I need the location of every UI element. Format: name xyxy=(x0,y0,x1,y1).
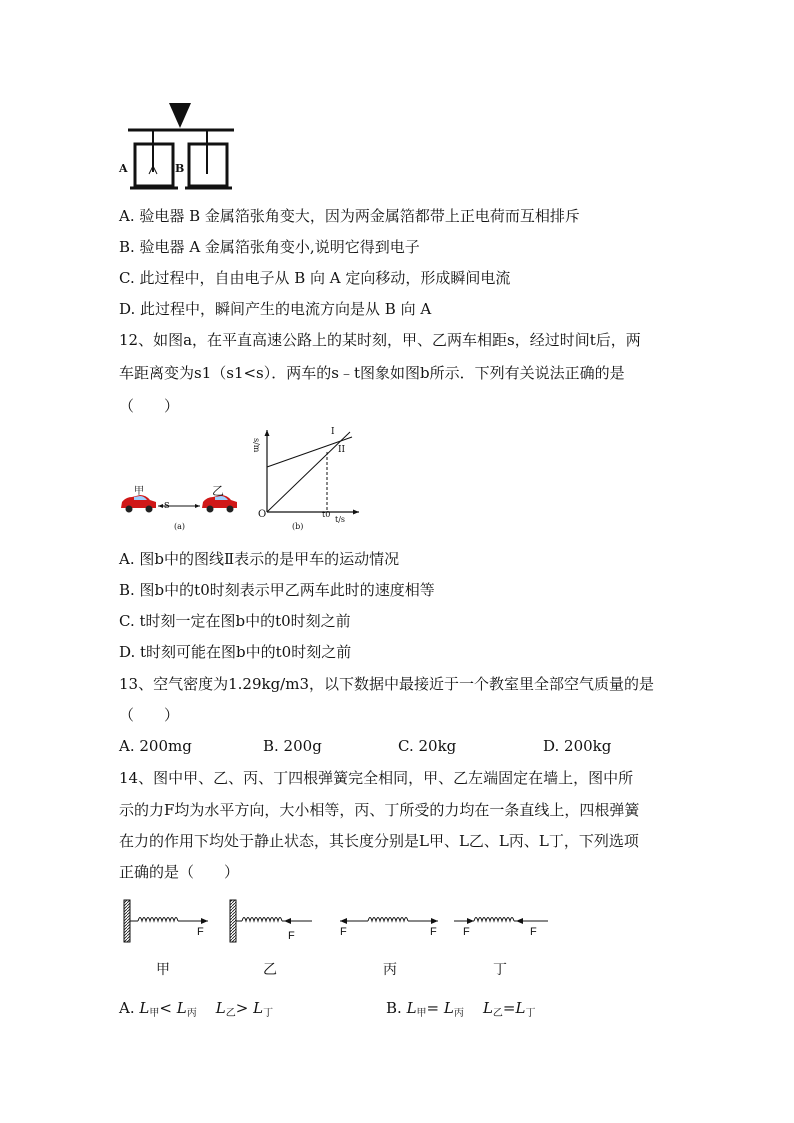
car-jia-icon xyxy=(121,495,156,513)
q12-stem-2: 车距离变为s1（s1<s）．两车的s﹣t图象如图b所示．下列有关说法正确的是 xyxy=(119,364,625,382)
q12-option-a: A. 图b中的图线Ⅱ表示的是甲车的运动情况 xyxy=(119,550,400,568)
t0-label: t0 xyxy=(322,510,331,519)
fig-b-caption: (b) xyxy=(292,522,304,531)
q11-option-d: D. 此过程中，瞬间产生的电流方向是从 B 向 A xyxy=(119,300,432,318)
force-label-ding-left: F xyxy=(463,926,470,938)
st-graph xyxy=(255,426,365,526)
x-axis-label: t/s xyxy=(335,515,346,524)
caption-ding: 丁 xyxy=(493,962,507,978)
y-axis-label: s/m xyxy=(252,438,261,453)
electroscope-figure xyxy=(118,100,238,196)
car-yi-label: 乙 xyxy=(212,484,225,498)
q14-option-b: B. $L_甲= L_丙$ $L_乙=L_丁$ xyxy=(386,999,536,1019)
line-1-label: I xyxy=(331,427,335,437)
q14-stem-2: 示的力F均为水平方向，大小相等，丙、丁所受的力均在一条直线上，四根弹簧 xyxy=(119,801,640,819)
fig-a-caption: (a) xyxy=(174,522,186,531)
q11-option-c: C. 此过程中，自由电子从 B 向 A 定向移动，形成瞬间电流 xyxy=(119,269,511,287)
q14-stem-3: 在力的作用下均处于静止状态，其长度分别是L甲、L乙、L丙、L丁，下列选项 xyxy=(119,832,639,850)
force-label-ding-right: F xyxy=(530,926,537,938)
q13-option-d: D. 200kg xyxy=(543,737,612,755)
force-label-bing-right: F xyxy=(430,926,437,938)
q11-option-b: B. 验电器 A 金属箔张角变小,说明它得到电子 xyxy=(119,238,420,256)
q13-stem-2: （ ） xyxy=(119,706,180,724)
q13-stem-1: 13、空气密度为1.29kg/m3，以下数据中最接近于一个教室里全部空气质量的是 xyxy=(119,675,655,693)
force-label-jia: F xyxy=(197,926,204,938)
q12-option-c: C. t时刻一定在图b中的t0时刻之前 xyxy=(119,612,351,630)
force-label-bing-left: F xyxy=(340,926,347,938)
q14-stem-4: 正确的是（ ） xyxy=(119,863,240,881)
q13-option-b: B. 200g xyxy=(263,737,322,755)
electroscope-b-label: B xyxy=(175,162,185,175)
q12-option-b: B. 图b中的t0时刻表示甲乙两车此时的速度相等 xyxy=(119,581,435,599)
force-label-yi: F xyxy=(288,930,295,942)
q13-option-c: C. 20kg xyxy=(398,737,457,755)
origin-label: O xyxy=(258,509,267,520)
q12-option-d: D. t时刻可能在图b中的t0时刻之前 xyxy=(119,643,352,661)
line-2-label: II xyxy=(338,445,346,455)
q14-option-a: A. $L_甲< L_丙$ $L_乙> L_丁$ xyxy=(119,999,274,1019)
q12-stem-3: （ ） xyxy=(119,397,180,415)
spring-figures xyxy=(118,897,568,947)
q14-stem-1: 14、图中甲、乙、丙、丁四根弹簧完全相同，甲、乙左端固定在墙上，图中所 xyxy=(119,769,634,787)
gap-s-label: s xyxy=(164,498,170,511)
q11-option-a: A. 验电器 B 金属箔张角变大，因为两金属箔都带上正电荷而互相排斥 xyxy=(119,207,580,225)
caption-jia: 甲 xyxy=(156,962,170,978)
graph-line-1 xyxy=(267,432,350,512)
caption-yi: 乙 xyxy=(263,962,277,978)
q12-stem-1: 12、如图a，在平直高速公路上的某时刻，甲、乙两车相距s，经过时间t后，两 xyxy=(119,331,641,349)
caption-bing: 丙 xyxy=(383,962,397,978)
electroscope-a-label: A xyxy=(119,162,128,175)
car-jia-label: 甲 xyxy=(134,486,144,497)
q13-option-a: A. 200mg xyxy=(119,737,192,755)
